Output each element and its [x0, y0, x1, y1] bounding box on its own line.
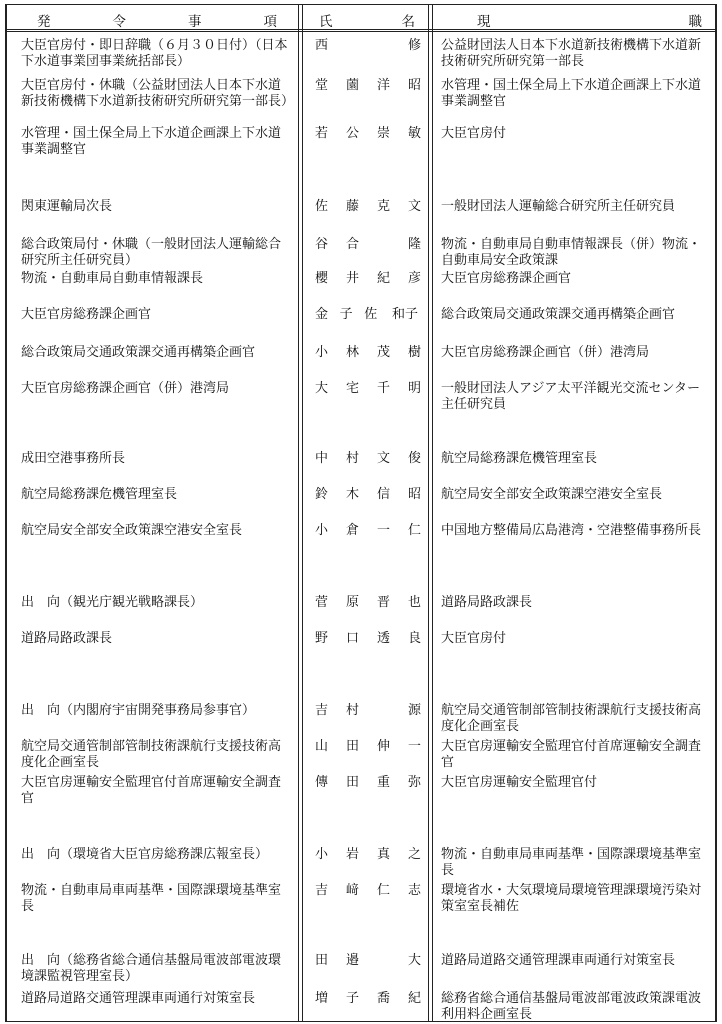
current-post: 物流・自動車局車両基準・国際課環境基準室長 [441, 847, 702, 878]
current-post: 総務省総合通信基盤局電波部電波政策課電波利用料企画室長 [441, 991, 702, 1022]
name-char: 樹 [407, 345, 421, 360]
name-char: 宅 [345, 381, 359, 396]
person-name [314, 595, 422, 611]
name-char: 田 [345, 739, 359, 754]
name-char: 文 [376, 451, 390, 466]
person-name [314, 847, 422, 863]
person-name [314, 381, 422, 397]
person-name [314, 703, 422, 719]
current-post: 公益財団法人日本下水道新技術機構下水道新技術研究所研究第一部長 [441, 38, 702, 69]
appointment-action: 総合政策局交通政策課交通再構築企画官 [21, 345, 256, 360]
current-post: 総合政策局交通政策課交通再構築企画官 [441, 307, 676, 322]
appointment-action: 大臣官房総務課企画官 [21, 307, 152, 322]
appointment-table [5, 4, 717, 1022]
person-name [314, 199, 422, 215]
name-char: 崇 [376, 126, 390, 141]
name-char: 﨑 [345, 883, 359, 898]
name-char: 岩 [345, 847, 359, 862]
name-char: 佐 [364, 307, 378, 322]
person-name [314, 78, 422, 94]
name-char: 佐 [314, 199, 328, 214]
name-char [376, 953, 391, 969]
name-char: 志 [407, 883, 421, 898]
name-char: 和子 [391, 307, 418, 322]
name-char: 信 [376, 487, 390, 502]
name-char: 隆 [407, 237, 421, 252]
person-name [314, 883, 422, 899]
name-char: 一 [407, 739, 421, 754]
name-char: 子 [345, 991, 359, 1006]
appointment-action: 大臣官房付・休職（公益財団法人日本下水道新技術機構下水道新技術研究所研究第一部長） [21, 78, 295, 109]
name-char [376, 703, 391, 719]
name-char: 透 [376, 631, 390, 646]
name-char: 大 [314, 381, 328, 396]
name-char: 口 [345, 631, 359, 646]
name-char: 原 [345, 595, 359, 610]
person-name [314, 991, 422, 1007]
appointment-action: 水管理・国土保全局上下水道企画課上下水道事業調整官 [21, 126, 282, 157]
name-char: 明 [407, 381, 421, 396]
name-char: 小 [314, 345, 328, 360]
name-char: 伸 [376, 739, 390, 754]
appointment-action: 総合政策局付・休職（一般財団法人運輸総合研究所主任研究員） [21, 237, 282, 268]
name-char: 藤 [345, 199, 359, 214]
name-char: 小 [314, 847, 328, 862]
name-char: 中 [314, 451, 328, 466]
name-char: 若 [314, 126, 328, 141]
appointment-action: 大臣官房運輸安全監理官付首席運輸安全調査官 [21, 775, 282, 806]
appointment-action: 成田空港事務所長 [21, 451, 126, 466]
name-char: 小 [314, 523, 328, 538]
name-char: 紀 [376, 271, 390, 286]
current-post: 道路局路政課長 [441, 595, 533, 610]
appointment-action: 大臣官房総務課企画官（併）港湾局 [21, 381, 230, 396]
header-action: 発 令 事 項 [37, 14, 277, 30]
appointment-action: 関東運輸局次長 [21, 199, 113, 214]
appointment-action: 道路局道路交通管理課車両通行対策室長 [21, 991, 256, 1006]
current-post: 中国地方整備局広島港湾・空港整備事務所長 [441, 523, 702, 538]
name-char: 仁 [376, 883, 390, 898]
current-post: 大臣官房付 [441, 126, 507, 141]
person-name [314, 631, 422, 647]
name-char: 子 [339, 307, 353, 322]
appointment-action: 物流・自動車局自動車情報課長 [21, 271, 204, 286]
name-char: 一 [376, 523, 390, 538]
name-char: 金 [314, 307, 328, 322]
name-char: 修 [407, 38, 421, 53]
person-name [314, 38, 422, 54]
name-char [345, 38, 360, 54]
name-char: 昭 [407, 78, 421, 93]
name-char: 之 [407, 847, 421, 862]
name-char: 傳 [314, 775, 328, 790]
person-name [314, 345, 422, 361]
name-char: 菅 [314, 595, 328, 610]
name-char: 林 [345, 345, 359, 360]
name-char: 重 [376, 775, 390, 790]
name-char: 仁 [407, 523, 421, 538]
name-char [376, 38, 391, 54]
name-char: 鈴 [314, 487, 328, 502]
person-name [314, 307, 422, 323]
name-char: 彦 [407, 271, 421, 286]
name-char [376, 237, 391, 253]
appointment-action: 物流・自動車局車両基準・国際課環境基準室長 [21, 883, 282, 914]
name-char: 西 [314, 38, 328, 53]
name-char: 堂 [314, 78, 328, 93]
name-char: 也 [407, 595, 421, 610]
appointment-action: 航空局安全部安全政策課空港安全室長 [21, 523, 243, 538]
name-char: 田 [345, 775, 359, 790]
name-char: 合 [345, 237, 359, 252]
person-name [314, 775, 422, 791]
name-char: 文 [407, 199, 421, 214]
name-char: 克 [376, 199, 390, 214]
person-name [314, 451, 422, 467]
appointment-action: 出 向（総務省総合通信基盤局電波部電波環境課監視管理室長） [21, 953, 282, 984]
name-char: 真 [376, 847, 390, 862]
name-char: 邉 [345, 953, 359, 968]
name-char: 洋 [376, 78, 390, 93]
name-char: 千 [376, 381, 390, 396]
appointment-action: 航空局交通管制部管制技術課航行支援技術高度化企画室長 [21, 739, 282, 770]
name-char: 倉 [345, 523, 359, 538]
name-char: 吉 [314, 883, 328, 898]
name-char: 谷 [314, 237, 328, 252]
current-post: 大臣官房運輸安全監理官付 [441, 775, 598, 790]
name-char: 山 [314, 739, 328, 754]
name-char: 木 [345, 487, 359, 502]
person-name [314, 271, 422, 287]
current-post: 航空局安全部安全政策課空港安全室長 [441, 487, 663, 502]
name-char: 公 [345, 126, 359, 141]
name-char: 俊 [407, 451, 421, 466]
current-post: 一般財団法人アジア太平洋観光交流センター主任研究員 [441, 381, 700, 412]
header-current-post: 現 職 [477, 14, 702, 30]
name-char: 増 [314, 991, 328, 1006]
current-post: 環境省水・大気環境局環境管理課環境汚染対策室室長補佐 [441, 883, 702, 914]
name-char: 紀 [407, 991, 421, 1006]
name-char: 吉 [314, 703, 328, 718]
person-name [314, 739, 422, 755]
name-char: 晋 [376, 595, 390, 610]
current-post: 大臣官房運輸安全監理官付首席運輸安全調査官 [441, 739, 702, 770]
current-post: 物流・自動車局自動車情報課長（併）物流・自動車局安全政策課 [441, 237, 702, 268]
current-post: 水管理・国土保全局上下水道企画課上下水道事業調整官 [441, 78, 702, 109]
name-char: 敏 [407, 126, 421, 141]
name-char: 昭 [407, 487, 421, 502]
column-divider [428, 5, 429, 1021]
current-post: 航空局総務課危機管理室長 [441, 451, 598, 466]
person-name [314, 523, 422, 539]
name-char: 村 [345, 451, 359, 466]
person-name [314, 126, 422, 142]
current-post: 道路局道路交通管理課車両通行対策室長 [441, 953, 676, 968]
name-char: 田 [314, 953, 328, 968]
name-char: 薗 [345, 78, 359, 93]
current-post: 大臣官房総務課企画官（併）港湾局 [441, 345, 650, 360]
appointment-action: 航空局総務課危機管理室長 [21, 487, 178, 502]
person-name [314, 487, 422, 503]
name-char: 野 [314, 631, 328, 646]
name-char: 櫻 [314, 271, 328, 286]
table-header [7, 5, 715, 32]
name-char: 弥 [407, 775, 421, 790]
name-char: 良 [407, 631, 421, 646]
appointment-action: 大臣官房付・即日辞職（６月３０日付）（日本下水道事業団事業統括部長） [21, 38, 288, 69]
name-char: 井 [345, 271, 359, 286]
column-divider [298, 5, 299, 1021]
appointment-action: 出 向（観光庁観光戦略課長） [21, 595, 204, 610]
name-char: 大 [407, 953, 421, 968]
person-name [314, 953, 422, 969]
column-divider [432, 5, 433, 1021]
person-name [314, 237, 422, 253]
name-char: 茂 [376, 345, 390, 360]
current-post: 大臣官房総務課企画官 [441, 271, 572, 286]
appointment-action: 出 向（内閣府宇宙開発事務局参事官） [21, 703, 256, 718]
appointment-action: 道路局路政課長 [21, 631, 113, 646]
current-post: 航空局交通管制部管制技術課航行支援技術高度化企画室長 [441, 703, 702, 734]
header-name: 氏 名 [319, 14, 415, 30]
name-char: 喬 [376, 991, 390, 1006]
column-divider [302, 5, 303, 1021]
name-char: 村 [345, 703, 359, 718]
current-post: 大臣官房付 [441, 631, 507, 646]
appointment-action: 出 向（環境省大臣官房総務課広報室長） [21, 847, 269, 862]
current-post: 一般財団法人運輸総合研究所主任研究員 [441, 199, 676, 214]
name-char: 源 [407, 703, 421, 718]
